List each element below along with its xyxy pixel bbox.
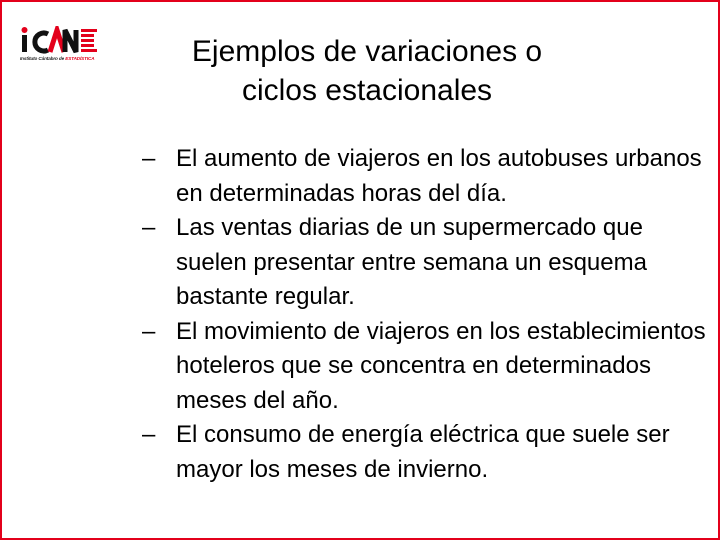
dash-marker: – [142, 145, 156, 172]
title-line-2: ciclos estacionales [241, 74, 493, 107]
list-item [142, 418, 717, 487]
list-item [142, 315, 717, 419]
title-line-1: Ejemplos de variaciones o [191, 35, 543, 68]
dash-marker: – [142, 421, 156, 448]
examples-list [142, 142, 717, 487]
list-item [142, 211, 717, 315]
slide-title [122, 32, 612, 110]
icane-logo [20, 26, 100, 66]
list-item [142, 142, 717, 211]
icane-logo-mark [20, 26, 100, 54]
list-item-text: El movimiento de viajeros en los establecimientos hoteleros que se concentra en determinados meses del año. [176, 317, 706, 414]
dash-marker: – [142, 317, 156, 345]
logo-subtitle: Instituto Cántabro de ESTADÍSTICA [20, 56, 95, 61]
dash-marker: – [142, 214, 156, 241]
list-item-text: Las ventas diarias de un supermercado que suelen presentar entre semana un esquema bastante regular. [176, 214, 647, 310]
list-item-text: El consumo de energía eléctrica que suele ser mayor los meses de invierno. [176, 421, 670, 483]
list-item-text: El aumento de viajeros en los autobuses urbanos en determinadas horas del día. [176, 145, 702, 207]
